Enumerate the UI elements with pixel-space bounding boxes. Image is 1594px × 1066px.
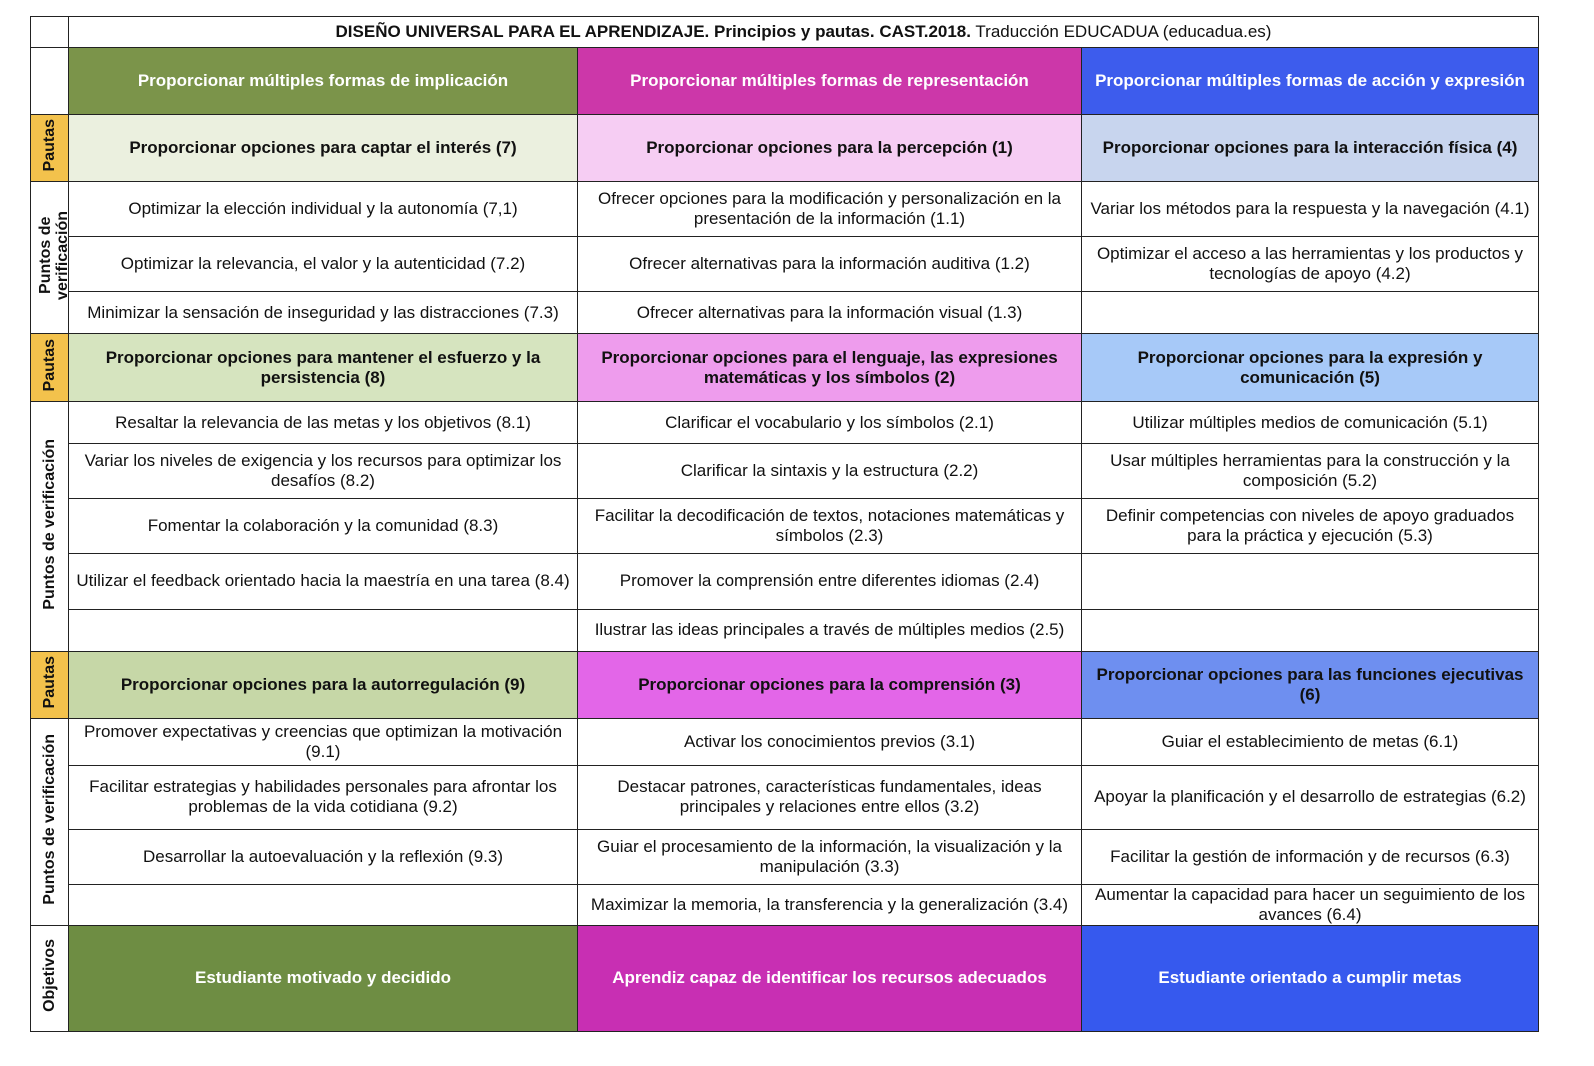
checkpoint-8-1: Resaltar la relevancia de las metas y los objetivos (8.1) bbox=[69, 402, 578, 444]
empty-cell bbox=[69, 609, 578, 651]
checkpoint-8-4: Utilizar el feedback orientado hacia la maestría en una tarea (8.4) bbox=[69, 554, 578, 609]
goal-implicacion: Estudiante motivado y decidido bbox=[69, 925, 578, 1031]
checkpoint-7-2: Optimizar la relevancia, el valor y la autenticidad (7.2) bbox=[69, 237, 578, 292]
checkpoint-row bbox=[31, 499, 1539, 554]
checkpoint-9-3: Desarrollar la autoevaluación y la reflexión (9.3) bbox=[69, 829, 578, 884]
checkpoint-row bbox=[31, 829, 1539, 884]
checkpoint-row bbox=[31, 237, 1539, 292]
guideline-row-1 bbox=[31, 115, 1539, 182]
guideline-9: Proporcionar opciones para la autorregulación (9) bbox=[69, 651, 578, 718]
checkpoint-8-2: Variar los niveles de exigencia y los recursos para optimizar los desafíos (8.2) bbox=[69, 444, 578, 499]
pautas-label-3: Pautas bbox=[31, 651, 69, 718]
checkpoint-7-1: Optimizar la elección individual y la autonomía (7,1) bbox=[69, 182, 578, 237]
udl-guidelines-table bbox=[30, 16, 1539, 1032]
checkpoint-5-1: Utilizar múltiples medios de comunicación (5.1) bbox=[1082, 402, 1539, 444]
principle-representacion: Proporcionar múltiples formas de representación bbox=[578, 48, 1082, 115]
checkpoint-row bbox=[31, 609, 1539, 651]
principles-row bbox=[31, 48, 1539, 115]
checkpoint-6-2: Apoyar la planificación y el desarrollo de estrategias (6.2) bbox=[1082, 765, 1539, 829]
guideline-2: Proporcionar opciones para el lenguaje, las expresiones matemáticas y los símbolos (2) bbox=[578, 334, 1082, 402]
goals-row bbox=[31, 925, 1539, 1031]
checkpoint-row bbox=[31, 292, 1539, 334]
checkpoint-row bbox=[31, 182, 1539, 237]
guideline-row-2 bbox=[31, 334, 1539, 402]
checkpoint-7-3: Minimizar la sensación de inseguridad y las distracciones (7.3) bbox=[69, 292, 578, 334]
checkpoint-9-2: Facilitar estrategias y habilidades personales para afrontar los problemas de la vida cotidiana (9.2) bbox=[69, 765, 578, 829]
empty-cell bbox=[1082, 609, 1539, 651]
checkpoint-4-1: Variar los métodos para la respuesta y la navegación (4.1) bbox=[1082, 182, 1539, 237]
pautas-label-2: Pautas bbox=[31, 334, 69, 402]
checkpoint-3-4: Maximizar la memoria, la transferencia y la generalización (3.4) bbox=[578, 884, 1082, 925]
checkpoint-2-2: Clarificar la sintaxis y la estructura (2.2) bbox=[578, 444, 1082, 499]
guideline-3: Proporcionar opciones para la comprensión (3) bbox=[578, 651, 1082, 718]
checkpoint-6-4: Aumentar la capacidad para hacer un seguimiento de los avances (6.4) bbox=[1082, 884, 1539, 925]
checkpoint-row bbox=[31, 444, 1539, 499]
checkpoint-2-4: Promover la comprensión entre diferentes idiomas (2.4) bbox=[578, 554, 1082, 609]
page-title bbox=[69, 17, 1539, 48]
checkpoints-label-1: Puntos de verificación bbox=[31, 182, 69, 334]
checkpoint-row bbox=[31, 402, 1539, 444]
title-row bbox=[31, 17, 1539, 48]
empty-cell bbox=[1082, 554, 1539, 609]
principle-accion: Proporcionar múltiples formas de acción y expresión bbox=[1082, 48, 1539, 115]
guideline-1: Proporcionar opciones para la percepción (1) bbox=[578, 115, 1082, 182]
checkpoint-3-1: Activar los conocimientos previos (3.1) bbox=[578, 718, 1082, 765]
objetivos-label: Objetivos bbox=[31, 925, 69, 1031]
goal-representacion: Aprendiz capaz de identificar los recursos adecuados bbox=[578, 925, 1082, 1031]
principle-implicacion: Proporcionar múltiples formas de implicación bbox=[69, 48, 578, 115]
goal-accion: Estudiante orientado a cumplir metas bbox=[1082, 925, 1539, 1031]
checkpoint-1-1: Ofrecer opciones para la modificación y personalización en la presentación de la información (1.1) bbox=[578, 182, 1082, 237]
title-credit: Traducción EDUCADUA (educadua.es) bbox=[975, 22, 1272, 41]
checkpoint-1-3: Ofrecer alternativas para la información visual (1.3) bbox=[578, 292, 1082, 334]
checkpoint-row bbox=[31, 765, 1539, 829]
checkpoint-6-1: Guiar el establecimiento de metas (6.1) bbox=[1082, 718, 1539, 765]
checkpoint-2-5: Ilustrar las ideas principales a través de múltiples medios (2.5) bbox=[578, 609, 1082, 651]
checkpoint-5-2: Usar múltiples herramientas para la construcción y la composición (5.2) bbox=[1082, 444, 1539, 499]
guideline-6: Proporcionar opciones para las funciones ejecutivas (6) bbox=[1082, 651, 1539, 718]
checkpoint-5-3: Definir competencias con niveles de apoyo graduados para la práctica y ejecución (5.3) bbox=[1082, 499, 1539, 554]
checkpoint-3-2: Destacar patrones, características fundamentales, ideas principales y relaciones entre ellos (3.2) bbox=[578, 765, 1082, 829]
title-bold: DISEÑO UNIVERSAL PARA EL APRENDIZAJE. Principios y pautas. CAST.2018. bbox=[335, 22, 971, 41]
checkpoint-3-3: Guiar el procesamiento de la información, la visualización y la manipulación (3.3) bbox=[578, 829, 1082, 884]
guideline-5: Proporcionar opciones para la expresión y comunicación (5) bbox=[1082, 334, 1539, 402]
checkpoint-9-1: Promover expectativas y creencias que optimizan la motivación (9.1) bbox=[69, 718, 578, 765]
principles-side-cell bbox=[31, 48, 69, 115]
guideline-4: Proporcionar opciones para la interacción física (4) bbox=[1082, 115, 1539, 182]
checkpoint-row bbox=[31, 718, 1539, 765]
checkpoint-6-3: Facilitar la gestión de información y de recursos (6.3) bbox=[1082, 829, 1539, 884]
checkpoint-2-1: Clarificar el vocabulario y los símbolos (2.1) bbox=[578, 402, 1082, 444]
pautas-label-1: Pautas bbox=[31, 115, 69, 182]
checkpoints-label-3: Puntos de verificación bbox=[31, 718, 69, 925]
checkpoint-row bbox=[31, 884, 1539, 925]
checkpoint-row bbox=[31, 554, 1539, 609]
checkpoint-2-3: Facilitar la decodificación de textos, notaciones matemáticas y símbolos (2.3) bbox=[578, 499, 1082, 554]
empty-cell bbox=[1082, 292, 1539, 334]
checkpoint-4-2: Optimizar el acceso a las herramientas y los productos y tecnologías de apoyo (4.2) bbox=[1082, 237, 1539, 292]
corner-cell bbox=[31, 17, 69, 48]
checkpoint-8-3: Fomentar la colaboración y la comunidad (8.3) bbox=[69, 499, 578, 554]
guideline-7: Proporcionar opciones para captar el interés (7) bbox=[69, 115, 578, 182]
checkpoint-1-2: Ofrecer alternativas para la información auditiva (1.2) bbox=[578, 237, 1082, 292]
empty-cell bbox=[69, 884, 578, 925]
guideline-row-3 bbox=[31, 651, 1539, 718]
guideline-8: Proporcionar opciones para mantener el esfuerzo y la persistencia (8) bbox=[69, 334, 578, 402]
checkpoints-label-2: Puntos de verificación bbox=[31, 402, 69, 651]
